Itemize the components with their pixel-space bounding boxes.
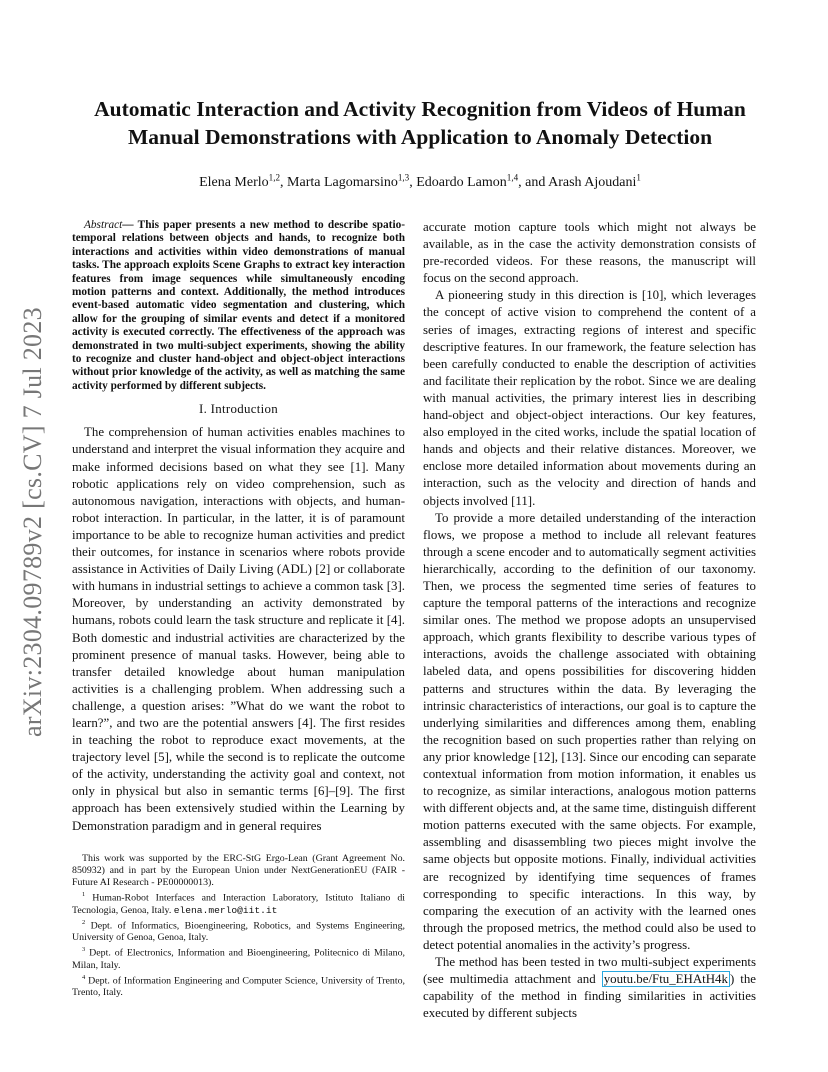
abstract-body: — This paper presents a new method to describe spatio-temporal relations between objects and hands, to recognize both interactions and activities within video demonstrations of manual tasks. The approach exploits Scene Graphs to extract key interaction features from image sequences while simultaneously encoding motion patterns and context. Additionally, the method introduces event-based automatic video segmentation and clustering, which allow for the grouping of similar events and detect if a monitored activity is executed correctly. The effectiveness of the approach was demonstrated in two multi-subject experiments, showing the ability to recognize and cluster hand-object and object-object interactions without prior knowledge of the activity, as well as matching the same activity performed by different subjects. bbox=[72, 219, 405, 392]
footnote-affiliation-3: $^3$ Dept. of Electronics, Information and Bioengineering, Politecnico di Milano, Milan, Italy. bbox=[72, 946, 406, 971]
footnotes bbox=[72, 853, 405, 999]
author-1: Elena Merlo$^{1,2}$, bbox=[199, 172, 288, 190]
paper-title: Automatic Interaction and Activity Recognition from Videos of Human Manual Demonstrations with Application to Anomaly Detection bbox=[94, 97, 746, 149]
abstract-lead: Abstract bbox=[84, 219, 123, 231]
paragraph-experiments: The method has been tested in two multi-subject experiments (see multimedia attachment and youtu.be/Ftu_EHAtH4k ) the capability of the method in finding similarities in activities executed by different subjects bbox=[423, 955, 757, 1021]
paragraph-proposed-method: To provide a more detailed understanding of the interaction flows, we propose a method to include all relevant features through a scene encoder and to automatically segment activities hierarchically, according to the definition of our taxonomy. Then, we process the segmented time series of features to capture the temporal patterns of the interactions and recognize similar ones. The method we propose adopts an unsupervised approach, which grants flexibility to describe various types of interactions, avoids the challenge associated with obtaining labeled data, and opens possibilities for discovering hidden patterns and structures within the data. By leveraging the intrinsic characteristics of interactions, our goal is to capture the underlying similarities and differences among them, enabling the recognition based on such properties rather than relying on any prior knowledge [12], [13]. Since our encoding can separate contextual information from motion information, it enables us to recognize, as similar interactions, analogous motion patterns with different objects and, at the same time, distinguish different motion patterns executed with the same objects. For example, assembling and disassembling two pieces might involve the same objects but opposite motions. Finally, individual activities are recognized by identifying time sequences of frames corresponding to specific interactions. In this way, by comparing the execution of an activity with the learned ones through the proposed metrics, the method could also be used to detect potential anomalies in the activity’s progress. bbox=[423, 510, 756, 952]
footnote-affiliation-2: $^2$ Dept. of Informatics, Bioengineering, Robotics, and Systems Engineering, University of Genoa, Genoa, Italy. bbox=[72, 918, 406, 944]
footnote-affiliation-1: $^1$ Human-Robot Interfaces and Interaction Laboratory, Istituto Italiano di Tecnologia, Genoa, Italy. elena.merlo@iit.it bbox=[72, 891, 406, 916]
section-heading-introduction: I. Introduction bbox=[199, 402, 278, 417]
author-list bbox=[60, 172, 780, 191]
footnote-affiliation-4: $^4$ Dept. of Information Engineering and Computer Science, University of Trento, Trento, Italy. bbox=[72, 973, 405, 999]
video-link[interactable]: youtu.be/Ftu_EHAtH4k bbox=[603, 972, 728, 987]
intro-paragraph: The comprehension of human activities enables machines to understand and interpret the visual information they acquire and make informed decisions based on what they see [1]. Many robotic applications rely on video comprehension, such as autonomous navigation, interactions with objects, and human-robot interaction. In particular, in the latter, it is of paramount importance to be able to recognize human activities and predict their outcomes, for instance in scenarios where robots provide assistance in Activities of Daily Living (ADL) [2] or collaborate with humans in industrial settings to achieve a common task [3]. Moreover, by understanding an activity demonstrated by humans, robots could learn the task structure and replicate it [4]. Both domestic and industrial activities are characterized by the prominent presence of manual tasks. However, being able to transfer detailed knowledge about human manipulation activities is a challenging problem. When addressing such a challenge, a question arises: ”What do we want the robot to learn?”, and two are the potential answers [4]. The first resides in teaching the robot to reproduce exact movements, at the trajectory level [5], while the second is to replicate the outcome of the activity, understanding the activity goal and context, not only in physical but also in semantic terms [6]–[9]. The first approach has been extensively studied within the Learning by Demonstration paradigm and in general requires bbox=[72, 425, 405, 833]
arxiv-identifier: arXiv:2304.09789v2 [cs.CV] 7 Jul 2023 bbox=[18, 307, 47, 737]
left-column bbox=[72, 219, 405, 835]
footnote-funding: This work was supported by the ERC-StG Ergo-Lean (Grant Agreement No. 850932) and in part by the European Union under NextGenerationEU (FAIR - Future AI Research - PE00000013). bbox=[72, 853, 405, 889]
author-3: Edoardo Lamon$^{1,4}$, and bbox=[416, 172, 549, 190]
author-4: Arash Ajoudani$^1$ bbox=[548, 172, 641, 190]
right-column bbox=[423, 219, 756, 1022]
author-email: elena.merlo@iit.it bbox=[173, 904, 278, 916]
abstract bbox=[72, 219, 405, 393]
paragraph-continuation: accurate motion capture tools which might not always be available, as in the case the activity demonstration consists of pre-recorded videos. For these reasons, the manuscript will focus on the second approach. bbox=[423, 220, 756, 286]
paragraph-pioneering-study: A pioneering study in this direction is [10], which leverages the concept of active vision to comprehend the content of a series of images, extracting regions of interest and specific descriptive features. In our framework, the feature selection has been carefully conducted to enable the description of activities and facilitate their replication by the robot. Since we are dealing with manual activities, the primary interest lies in describing hand-object and object-object interactions. Our key features, also employed in the cited works, include the spatial location of hands and objects and their relative distances. Moreover, we enclose more detailed information about movements during an interaction, such as the velocity and direction of hands and objects involved [11]. bbox=[423, 288, 756, 508]
author-2: Marta Lagomarsino$^{1,3}$, bbox=[287, 172, 417, 190]
